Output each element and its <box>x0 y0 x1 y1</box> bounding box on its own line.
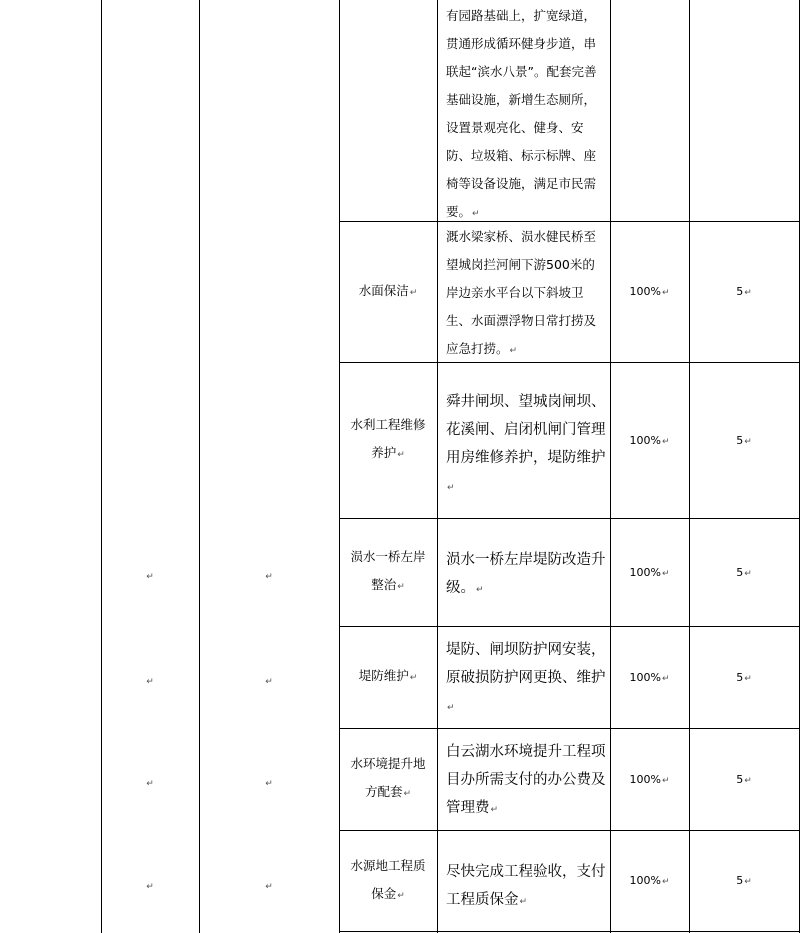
row-divider <box>339 931 800 932</box>
paragraph-mark: ↵ <box>265 882 273 892</box>
score: 5↵ <box>736 670 752 684</box>
paragraph-mark: ↵ <box>265 779 273 789</box>
paragraph-mark: ↵ <box>265 677 273 687</box>
score: 5↵ <box>736 772 752 786</box>
paragraph-mark: ↵ <box>146 572 154 582</box>
score: 5↵ <box>736 874 752 887</box>
task-description: 舜井闸坝、望城岗闸坝、花溪闸、启闭机闸门管理用房维修养护，堤防维护↵ <box>446 394 606 493</box>
paragraph-mark: ↵ <box>146 677 154 687</box>
completion-rate: 100%↵ <box>629 670 670 684</box>
table-border-right <box>799 0 800 933</box>
completion-rate: 100%↵ <box>629 772 670 786</box>
completion-rate: 100%↵ <box>629 874 670 887</box>
task-name: 水利工程维修养护↵ <box>350 417 426 460</box>
paragraph-mark: ↵ <box>146 779 154 789</box>
paragraph-mark: ↵ <box>265 572 273 582</box>
task-description: 涢水一桥左岸堤防改造升级。↵ <box>446 552 606 596</box>
completion-rate: 100%↵ <box>629 565 670 579</box>
task-description: 尽快完成工程验收，支付工程质保金↵ <box>446 864 606 908</box>
task-description: 白云湖水环境提升工程项目办所需支付的办公费及管理费↵ <box>446 744 606 816</box>
score: 5↵ <box>736 565 752 579</box>
task-name: 堤防维护↵ <box>358 668 418 683</box>
score: 5↵ <box>736 285 752 298</box>
task-name: 水源地工程质保金↵ <box>350 857 426 901</box>
completion-rate: 100%↵ <box>629 433 670 447</box>
paragraph-mark: ↵ <box>146 882 154 892</box>
task-name: 水环境提升地方配套↵ <box>350 756 426 799</box>
task-name: 水面保洁↵ <box>358 282 418 298</box>
task-name: 涢水一桥左岸整治↵ <box>350 549 426 592</box>
task-description: 溉水梁家桥、涢水健民桥至望城岗拦河闸下游500米的岸边亲水平台以下斜坡卫生、水面漂浮物日常打捞及应急打捞。↵ <box>446 229 597 356</box>
completion-rate: 100%↵ <box>629 285 670 298</box>
task-description: 有园路基础上，扩宽绿道，贯通形成循环健身步道，串联起“滨水八景”。配套完善基础设施，新增生态厕所，设置景观亮化、健身、安防、垃圾箱、标示标牌、座椅等设备设施，满足市民需要。↵ <box>446 8 597 219</box>
task-description: 堤防、闸坝防护网安装，原破损防护网更换、维护↵ <box>446 642 606 713</box>
score: 5↵ <box>736 433 752 447</box>
